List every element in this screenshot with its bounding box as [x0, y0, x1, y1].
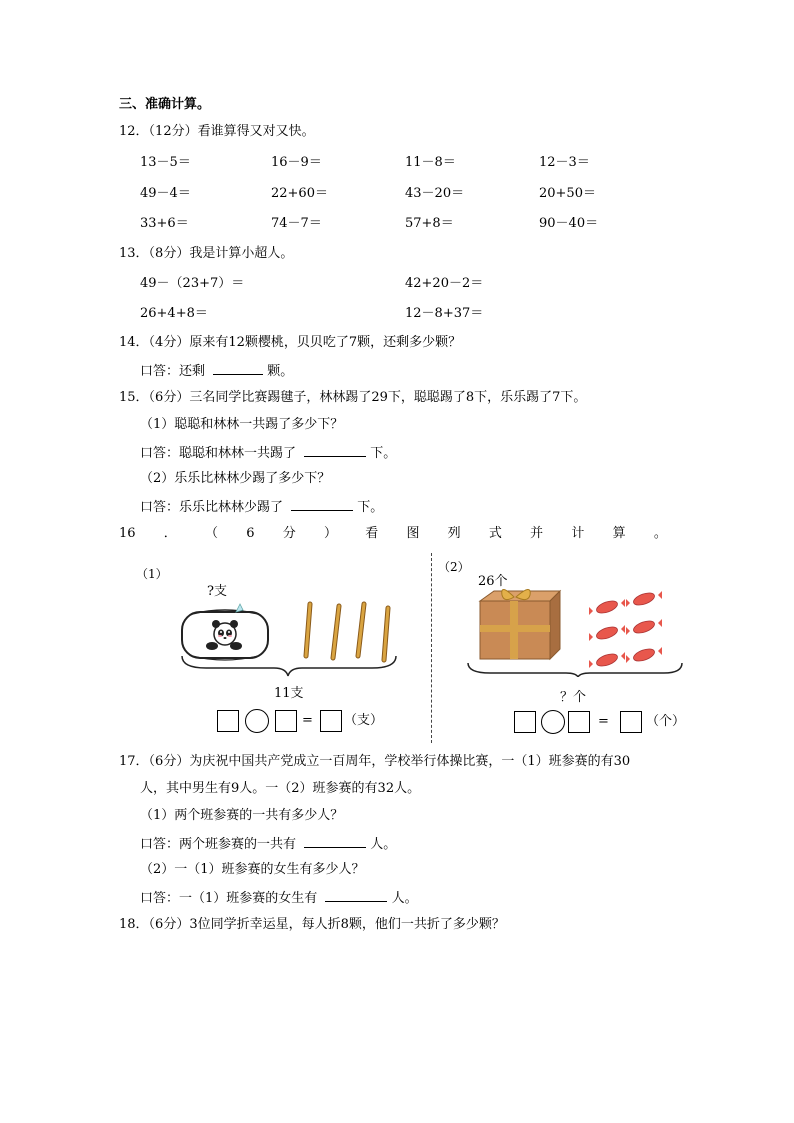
q16-divider: [431, 553, 432, 743]
q13-item: 26+4+8＝: [140, 306, 208, 321]
q12-item: 49－4＝: [140, 186, 191, 201]
q16-part2-total-label: ？个: [560, 690, 587, 705]
q15-answer2-suffix: 下。: [357, 500, 384, 515]
q16-title-char: 。: [653, 526, 667, 541]
candy-icon: [589, 652, 625, 669]
q16-title-char: 列: [447, 526, 461, 541]
q12-item: 90－40＝: [539, 216, 599, 231]
q16-part2-equals: =: [598, 714, 609, 729]
pencil-icon: [384, 608, 388, 660]
q13-title: 13．（8分）我是计算小超人。: [119, 246, 294, 261]
q16-part2-known-label: 26个: [478, 574, 508, 589]
q14-answer-prefix: 口答：还剩: [140, 364, 206, 379]
q17-answer2-line: [140, 889, 418, 907]
q17-answer1-suffix: 人。: [370, 837, 397, 852]
pencil-icon: [306, 604, 310, 656]
q16-title-char: （: [205, 526, 219, 541]
pencil-icon: [333, 606, 339, 658]
q16-title-char: 计: [571, 526, 585, 541]
q12-item: 74－7＝: [271, 216, 322, 231]
q17-answer1-blank[interactable]: [304, 835, 366, 848]
q16-part1-operator-circle[interactable]: [245, 709, 269, 733]
q12-item: 13－5＝: [140, 155, 191, 170]
q14-answer-line: [140, 362, 293, 380]
q13-item: 12－8+37＝: [405, 306, 484, 321]
q12-item: 12－3＝: [539, 155, 590, 170]
q16-part1-equals: =: [302, 713, 313, 728]
q18-title: 18．（6分）3位同学折幸运星，每人折8颗，他们一共折了多少颗？: [119, 917, 505, 932]
q16-title-char: 看: [365, 526, 379, 541]
q16-part1-box-2[interactable]: [275, 710, 297, 732]
q16-title-char: 并: [530, 526, 544, 541]
q15-answer2-line: [140, 498, 383, 516]
q16-part1-box-result[interactable]: [320, 710, 342, 732]
q12-item: 57+8＝: [405, 216, 454, 231]
q17-sub1: （1）两个班参赛的一共有多少人？: [140, 808, 344, 823]
q16-part1-box-1[interactable]: [217, 710, 239, 732]
q15-title: 15．（6分）三名同学比赛踢毽子，林林踢了29下，聪聪踢了8下，乐乐踢了7下。: [119, 390, 587, 405]
q15-sub1: （1）聪聪和林林一共踢了多少下？: [140, 417, 344, 432]
q13-item: 42+20－2＝: [405, 276, 484, 291]
q16-title-char: ．: [163, 526, 177, 541]
candy-icon: [589, 625, 625, 642]
q16-title-char: 分: [282, 526, 296, 541]
q15-answer1-line: [140, 444, 396, 462]
section-title: 三、准确计算。: [119, 97, 211, 112]
q12-item: 16－9＝: [271, 155, 322, 170]
q16-part1-unknown-label: ?支: [207, 584, 227, 599]
pencil-icon: [358, 604, 364, 656]
q12-item: 22+60＝: [271, 186, 328, 201]
q16-part2-box-2[interactable]: [568, 711, 590, 733]
q13-item: 49－（23+7）＝: [140, 276, 245, 291]
q16-title-char: 算: [612, 526, 626, 541]
brace-icon: [468, 663, 682, 677]
q16-part1-label: （1）: [136, 567, 168, 581]
q15-sub2: （2）乐乐比林林少踢了多少下？: [140, 471, 331, 486]
q17-answer2-suffix: 人。: [391, 891, 418, 906]
q17-title-line2: 人，其中男生有9人。一（2）班参赛的有32人。: [140, 781, 421, 796]
q14-answer-suffix: 颗。: [267, 364, 294, 379]
q15-answer1-suffix: 下。: [370, 446, 397, 461]
q17-answer2-blank[interactable]: [325, 889, 387, 902]
q16-title-char: 式: [488, 526, 502, 541]
q16-part1-illustration: [176, 598, 406, 678]
q17-answer2-prefix: 口答：一（1）班参赛的女生有: [140, 891, 318, 906]
q15-answer1-blank[interactable]: [304, 444, 366, 457]
q16-title-char: 图: [406, 526, 420, 541]
q16-part2-unit: （个）: [646, 714, 686, 729]
q16-part2-illustration: [464, 583, 690, 677]
q12-item: 20+50＝: [539, 186, 596, 201]
q12-title: 12．（12分）看谁算得又对又快。: [119, 124, 315, 139]
q16-title-char: 6: [246, 526, 255, 541]
gift-box-icon: [480, 589, 560, 659]
q16-part2-label: （2）: [438, 560, 470, 574]
q15-answer1-prefix: 口答：聪聪和林林一共踢了: [140, 446, 297, 461]
q16-part2-box-1[interactable]: [514, 711, 536, 733]
q12-item: 11－8＝: [405, 155, 456, 170]
q16-part1-total-label: 11支: [274, 686, 304, 701]
candy-icon: [626, 647, 662, 664]
q12-item: 33+6＝: [140, 216, 189, 231]
candy-icon: [626, 619, 662, 636]
q15-answer2-blank[interactable]: [291, 498, 353, 511]
q17-sub2: （2）一（1）班参赛的女生有多少人？: [140, 862, 365, 877]
candy-icon: [589, 599, 625, 616]
q14-title: 14．（4分）原来有12颗樱桃，贝贝吃了7颗，还剩多少颗？: [119, 335, 462, 350]
q16-part2-box-result[interactable]: [620, 711, 642, 733]
q14-answer-blank[interactable]: [213, 362, 263, 375]
q17-title-line1: 17．（6分）为庆祝中国共产党成立一百周年，学校举行体操比赛，一（1）班参赛的有30: [119, 754, 631, 769]
q15-answer2-prefix: 口答：乐乐比林林少踢了: [140, 500, 284, 515]
q12-item: 43－20＝: [405, 186, 465, 201]
q16-title-char: ）: [323, 526, 337, 541]
q17-answer1-prefix: 口答：两个班参赛的一共有: [140, 837, 297, 852]
q16-part2-operator-circle[interactable]: [541, 710, 565, 734]
q16-title-char: 16: [119, 526, 136, 541]
candy-icon: [626, 591, 662, 608]
q16-title: [119, 526, 667, 542]
q17-answer1-line: [140, 835, 396, 853]
pencil-case-icon: [182, 604, 268, 660]
q16-part1-unit: （支）: [344, 713, 384, 728]
